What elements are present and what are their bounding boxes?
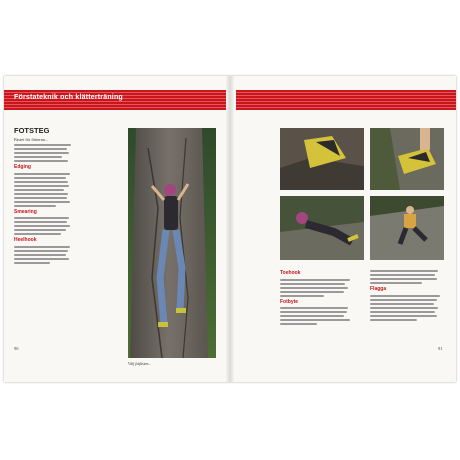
subhead-smearing: Smearing (14, 208, 37, 215)
page-number-right: 91 (438, 346, 443, 351)
caption-text: Välj fotfästen... (128, 362, 152, 366)
subhead-fotbyte: Fotbyte (280, 298, 299, 305)
left-page (4, 76, 230, 382)
subhead-heelhook: Heelhook (14, 237, 37, 244)
section-banner-left (4, 90, 226, 110)
section-heading: FOTSTEG (14, 126, 50, 135)
photo-toe-shoe (370, 128, 444, 190)
photo-heel-shoe (280, 128, 364, 190)
left-text-column (14, 128, 74, 266)
intro-text: Fästet för fötterna... (14, 136, 49, 142)
climber-photo-large (128, 128, 216, 358)
subhead-edging: Edging (14, 164, 31, 171)
right-text-column-2 (370, 268, 444, 323)
photo-climber-lying (280, 196, 364, 260)
section-title: Förstateknik och klätterträning (14, 94, 123, 101)
photo-climber-flag (370, 196, 444, 260)
subhead-flagga: Flagga (370, 286, 387, 292)
book-gutter (226, 76, 234, 382)
book-spread (4, 76, 456, 382)
right-text-column-1 (280, 268, 354, 327)
subhead-toehook: Toehook (280, 270, 301, 276)
page-number-left: 90 (14, 346, 19, 351)
photo-caption (128, 362, 216, 367)
section-banner-right (236, 90, 456, 110)
right-page (230, 76, 456, 382)
